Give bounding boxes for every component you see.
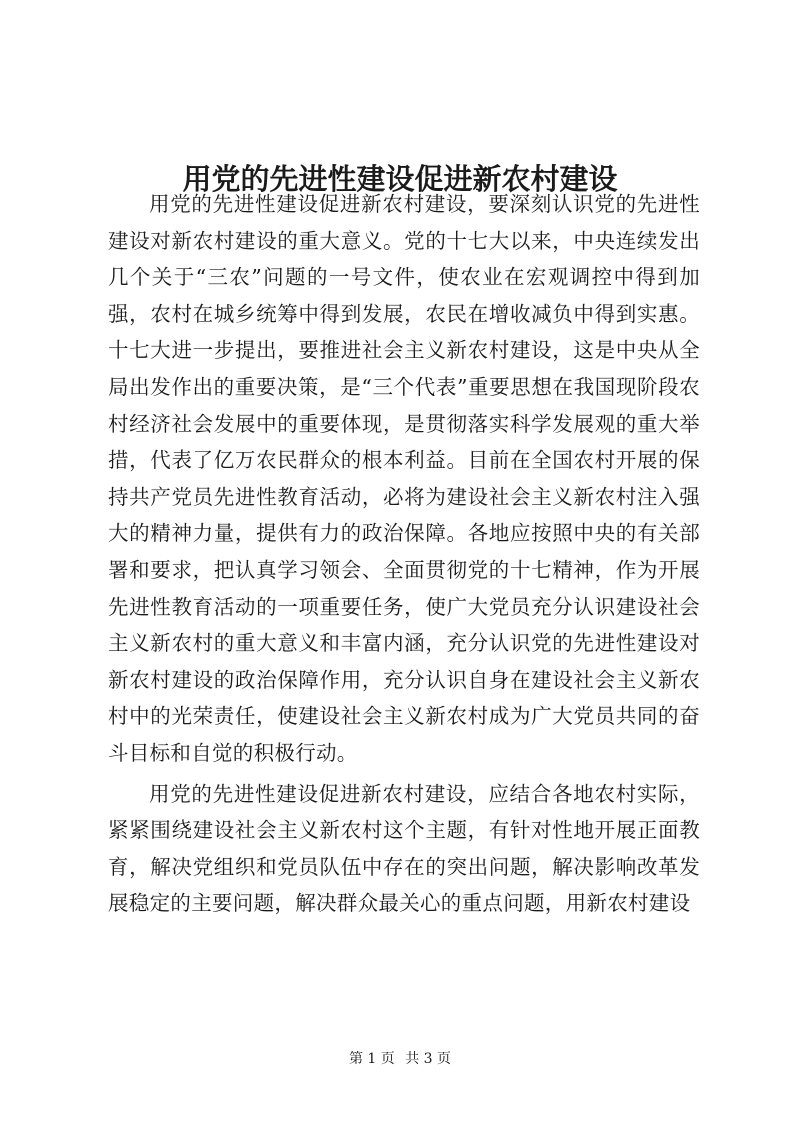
document-title: 用党的先进性建设促进新农村建设: [182, 162, 618, 197]
document-body: [108, 186, 700, 922]
page-total: 共 3 页: [405, 1051, 452, 1067]
page-footer: [0, 1049, 800, 1069]
paragraph-2: 用党的先进性建设促进新农村建设，应结合各地农村实际，紧紧围绕建设社会主义新农村这个主题，有针对性地开展正面教育，解决党组织和党员队伍中存在的突出问题，解决影响改革发展稳定的主要问题，解决群众最关心的重点问题，用新农村建设: [108, 781, 700, 916]
page-number: 第 1 页: [348, 1051, 395, 1067]
paragraph-1: 用党的先进性建设促进新农村建设，要深刻认识党的先进性建设对新农村建设的重大意义。党的十七大以来，中央连续发出几个关于“三农”问题的一号文件，使农业在宏观调控中得到加强，农村在城乡统筹中得到发展，农民在增收减负中得到实惠。十七大进一步提出，要推进社会主义新农村建设，这是中央从全局出发作出的重要决策，是“三个代表”重要思想在我国现阶段农村经济社会发展中的重要体现，是贯彻落实科学发展观的重大举措，代表了亿万农民群众的根本利益。目前在全国农村开展的保持共产党员先进性教育活动，必将为建设社会主义新农村注入强大的精神力量，提供有力的政治保障。各地应按照中央的有关部署和要求，把认真学习领会、全面贯彻党的十七精神，作为开展先进性教育活动的一项重要任务，使广大党员充分认识建设社会主义新农村的重大意义和丰富内涵，充分认识党的先进性建设对新农村建设的政治保障作用，充分认识自身在建设社会主义新农村中的光荣责任，使建设社会主义新农村成为广大党员共同的奋斗目标和自觉的积极行动。: [108, 192, 700, 765]
